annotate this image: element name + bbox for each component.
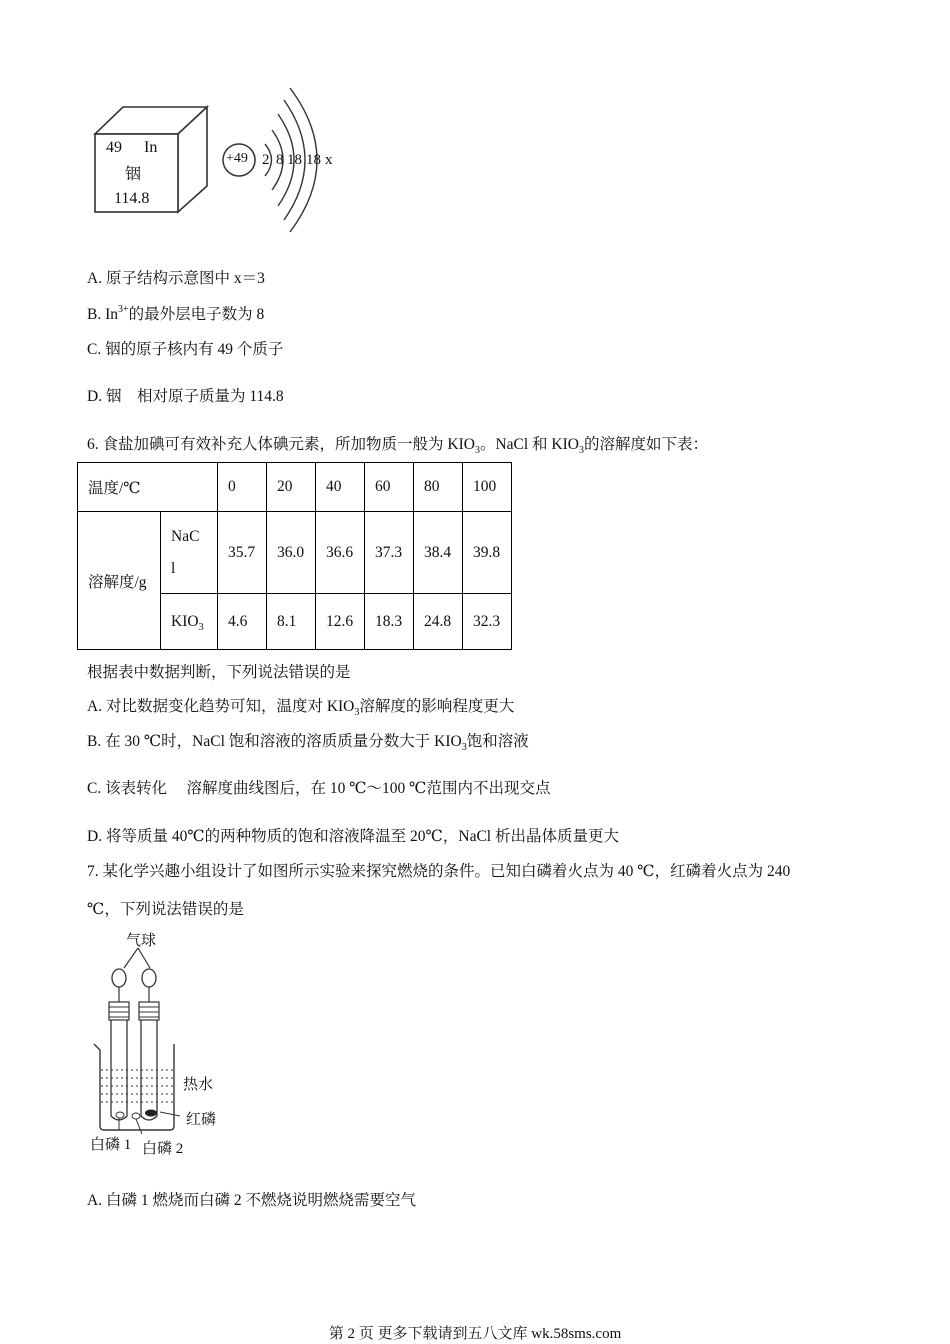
shell-electrons: 18 <box>287 152 302 168</box>
q5-option-c: C. 铟的原子核内有 49 个质子 <box>87 341 284 358</box>
shell-electrons: 18 <box>306 152 321 168</box>
q6-option-a: A. 对比数据变化趋势可知，温度对 $KIO_3$溶解度的影响程度更大 <box>87 698 515 719</box>
table-cell: 36.6 <box>316 512 365 594</box>
q6-option-d: D. 将等质量 40℃的两种物质的饱和溶液降温至 20℃，NaCl 析出晶体质量更大 <box>87 828 619 845</box>
shell-electrons: x <box>325 152 333 168</box>
element-name: 铟 <box>125 166 142 183</box>
table-row-label: 溶解度/g <box>78 512 161 650</box>
q7-stem-line2: ℃，下列说法错误的是 <box>87 901 244 918</box>
table-cell: 12.6 <box>316 594 365 650</box>
q7-option-a: A. 白磷 1 燃烧而白磷 2 不燃烧说明燃烧需要空气 <box>87 1192 416 1209</box>
q7-stem-line1: 7. 某化学兴趣小组设计了如图所示实验来探究燃烧的条件。已知白磷着火点为 40 ℃，红磷着火点为 240 <box>87 863 791 880</box>
table-temp: 60 <box>365 463 414 512</box>
q6-prompt: 根据表中数据判断，下列说法错误的是 <box>87 664 351 681</box>
label-white-phosphorus-1: 白磷 1 <box>90 1137 132 1153</box>
table-temp: 100 <box>463 463 512 512</box>
table-temp: 20 <box>267 463 316 512</box>
table-temp: 40 <box>316 463 365 512</box>
q5-option-b: B. $In^{3+}$的最外层电子数为 8 <box>87 303 265 323</box>
element-mass: 114.8 <box>114 190 150 207</box>
nucleus-charge: +49 <box>226 151 248 166</box>
table-substance-kio3: $KIO_3$ <box>161 594 218 650</box>
label-balloon: 气球 <box>126 933 157 949</box>
table-cell: 36.0 <box>267 512 316 594</box>
q6-option-b: B. 在 30 ℃时，NaCl 饱和溶液的溶质质量分数大于 $KIO_3$饱和溶液 <box>87 733 529 754</box>
table-cell: 37.3 <box>365 512 414 594</box>
label-white-phosphorus-2: 白磷 2 <box>142 1141 184 1157</box>
page-footer: 第 2 页 更多下载请到五八文库 wk.58sms.com <box>328 1326 622 1342</box>
q6-stem: 6. 食盐加碘可有效补充人体碘元素，所加物质一般为 $KIO_3$。NaCl 和 $KIO_3$的溶解度如下表： <box>87 436 708 457</box>
solubility-table <box>77 462 512 650</box>
table-cell: 35.7 <box>218 512 267 594</box>
indium-element-tile <box>90 100 214 218</box>
element-atomic-number: 49 <box>106 139 122 156</box>
q5-option-a: A. 原子结构示意图中 x＝3 <box>87 270 265 287</box>
table-cell: 18.3 <box>365 594 414 650</box>
table-cell: 8.1 <box>267 594 316 650</box>
table-substance-nacl: NaC l <box>161 512 218 594</box>
table-header-label: 温度/℃ <box>78 463 218 512</box>
table-cell: 39.8 <box>463 512 512 594</box>
shell-electrons: 8 <box>276 152 284 168</box>
table-cell: 4.6 <box>218 594 267 650</box>
label-hot-water: 热水 <box>183 1077 214 1093</box>
table-cell: 38.4 <box>414 512 463 594</box>
element-symbol: In <box>144 139 158 156</box>
table-temp: 80 <box>414 463 463 512</box>
table-cell: 32.3 <box>463 594 512 650</box>
table-cell: 24.8 <box>414 594 463 650</box>
q6-option-c: C. 该表转化 溶解度曲线图后，在 10 ℃～100 ℃范围内不出现交点 <box>87 780 551 797</box>
table-temp: 0 <box>218 463 267 512</box>
label-red-phosphorus: 红磷 <box>186 1112 217 1128</box>
q5-option-d: D. 铟 相对原子质量为 114.8 <box>87 388 284 405</box>
shell-electrons: 2 <box>262 152 270 168</box>
